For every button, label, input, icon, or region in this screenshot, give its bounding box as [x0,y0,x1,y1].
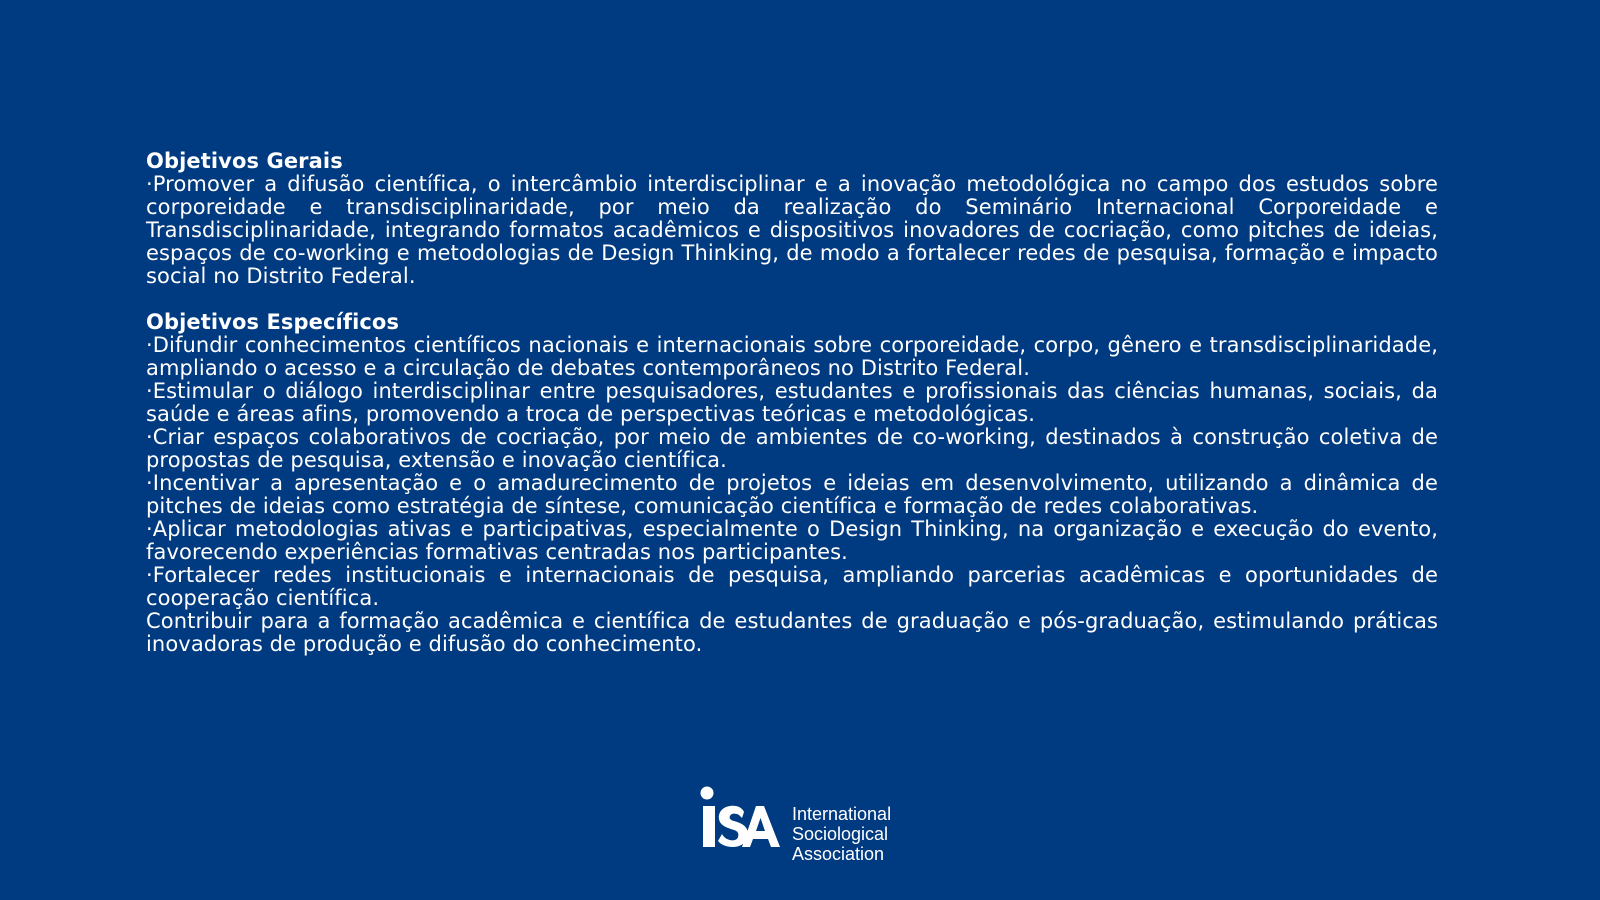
general-objectives-title: Objetivos Gerais [146,149,343,173]
logo-line-sociological: Sociological [792,824,889,844]
specific-objectives-title: Objetivos Específicos [146,310,400,334]
specific-objective-item: Contribuir para a formação acadêmica e científica de estudantes de graduação e pós-graduação, estimulando práticas inovadoras de produção e difusão do conhecimento. [146,609,1438,656]
specific-objective-item: ·Difundir conhecimentos científicos nacionais e internacionais sobre corporeidade, corpo, gênero e transdisciplinaridade, ampliando o acesso e a circulação de debates contemporâneos no Distrito Federal. [146,333,1438,380]
specific-objective-item: ·Criar espaços colaborativos de cocriação, por meio de ambientes de co-working, destinados à construção coletiva de propostas de pesquisa, extensão e inovação científica. [146,425,1438,472]
isa-logo-text [792,804,891,864]
isa-logo-mark [698,784,782,870]
general-objectives-paragraph: ·Promover a difusão científica, o intercâmbio interdisciplinar e a inovação metodológica no campo dos estudos sobre corporeidade e transdisciplinaridade, por meio da realização do Seminário Internacional Corporeidade e Transdisciplinaridade, integrando formatos acadêmicos e dispositivos inovadores de cocriação, como pitches de ideias, espaços de co-working e metodologias de Design Thinking, de modo a fortalecer redes de pesquisa, formação e impacto social no Distrito Federal. [146,172,1438,288]
specific-objective-item: ·Aplicar metodologias ativas e participativas, especialmente o Design Thinking, na organização e execução do evento, favorecendo experiências formativas centradas nos participantes. [146,517,1438,564]
logo-line-association: Association [792,844,885,864]
specific-objective-item: ·Fortalecer redes institucionais e internacionais de pesquisa, ampliando parcerias acadêmicas e oportunidades de cooperação científica. [146,563,1438,610]
logo-line-international: International [792,804,892,824]
specific-objective-item: ·Incentivar a apresentação e o amadurecimento de projetos e ideias em desenvolvimento, utilizando a dinâmica de pitches de ideias como estratégia de síntese, comunicação científica e formação de redes colaborativas. [146,471,1438,518]
specific-objective-item: ·Estimular o diálogo interdisciplinar entre pesquisadores, estudantes e profissionais das ciências humanas, sociais, da saúde e áreas afins, promovendo a troca de perspectivas teóricas e metodológicas. [146,379,1438,426]
section-spacer [146,288,1438,311]
isa-logo [698,784,918,870]
objectives-content [146,150,1438,656]
